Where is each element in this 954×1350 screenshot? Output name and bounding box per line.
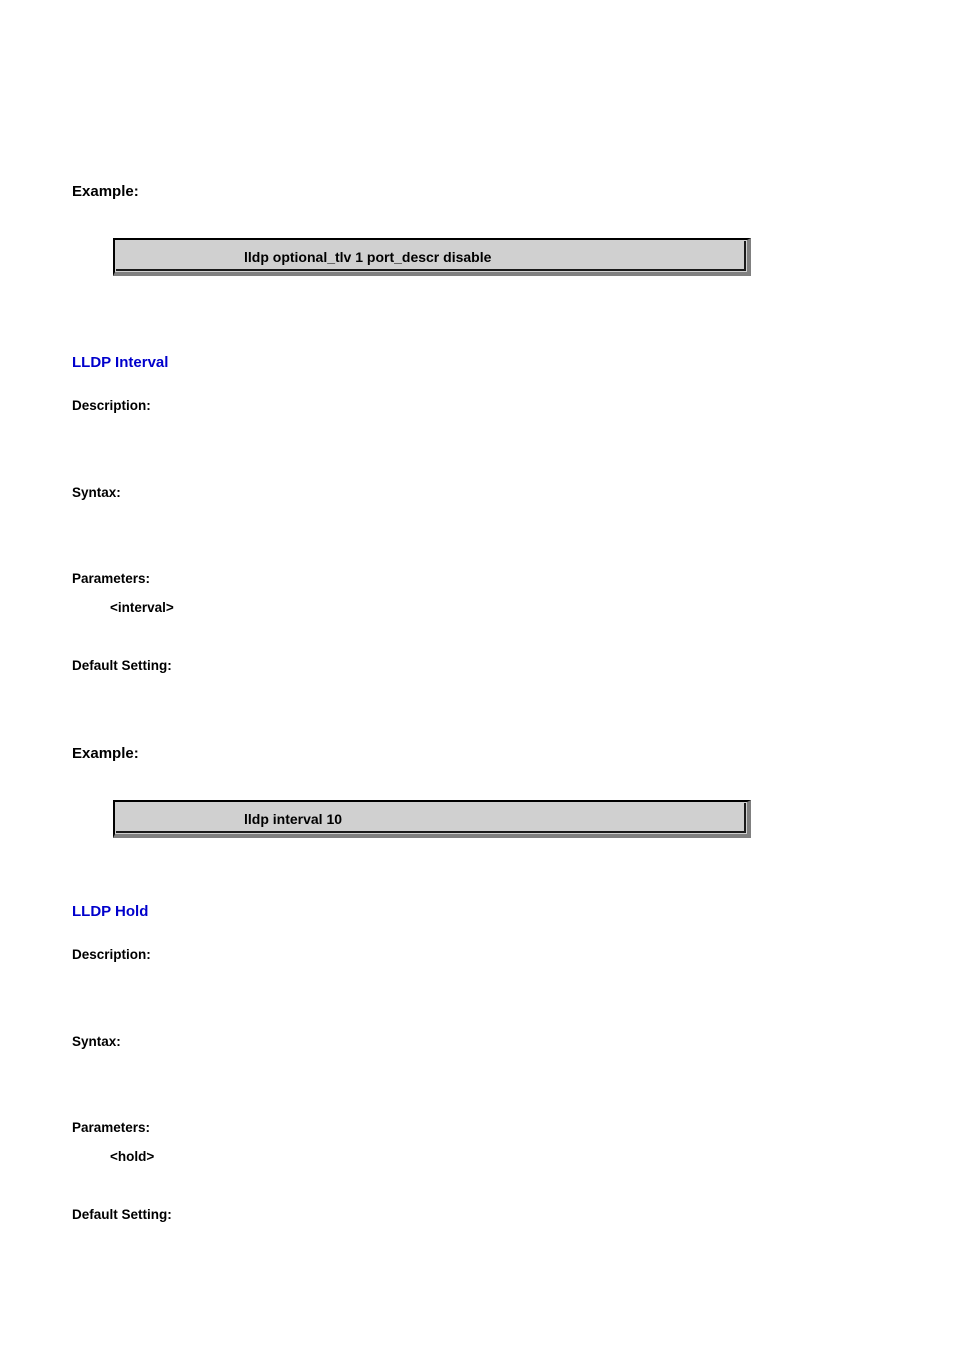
command-example-box [113,238,751,276]
description-label: Description: [72,398,151,413]
example-label: Example: [72,183,139,200]
command-example-box [113,800,751,838]
syntax-label: Syntax: [72,1034,121,1049]
command-text: lldp optional_tlv 1 port_descr disable [244,249,492,265]
section-title-lldp-interval: LLDP Interval [72,354,169,371]
default-setting-label: Default Setting: [72,1207,172,1222]
syntax-label: Syntax: [72,485,121,500]
parameter-interval: <interval> [110,600,174,615]
parameters-label: Parameters: [72,571,151,586]
command-text: lldp interval 10 [244,811,343,827]
default-setting-label: Default Setting: [72,658,172,673]
description-label: Description: [72,947,151,962]
parameter-hold: <hold> [110,1149,155,1164]
example-label: Example: [72,745,139,762]
section-title-lldp-hold: LLDP Hold [72,903,149,920]
parameters-label: Parameters: [72,1120,151,1135]
